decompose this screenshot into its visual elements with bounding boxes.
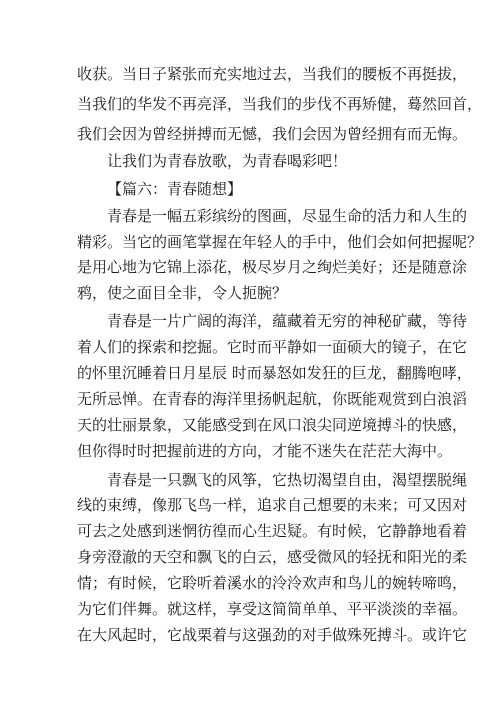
body-line: 身旁澄澈的天空和飘飞的白云，感受微风的轻抚和阳光的柔 bbox=[77, 548, 468, 566]
body-line: 青春是一幅五彩缤纷的图画，尽显生命的活力和人生的 bbox=[107, 207, 468, 225]
section-heading: 【篇六：青春随想】 bbox=[107, 180, 243, 198]
body-line: 线的束缚，像那飞鸟一样，追求自己想要的未来；可又因对 bbox=[77, 496, 468, 514]
body-line: 可去之处感到迷惘彷徨而心生迟疑。有时候，它静静地看着 bbox=[77, 522, 468, 540]
body-line: 青春是一片广阔的海洋，蕴藏着无穷的神秘矿藏，等待 bbox=[107, 312, 468, 330]
body-line: 让我们为青春放歌，为青春喝彩吧！ bbox=[107, 152, 348, 170]
body-line: 当我们的华发不再亮泽，当我们的步伐不再矫健，蓦然回首， bbox=[77, 95, 483, 113]
body-line: 为它们伴舞。就这样，享受这简简单单、平平淡淡的幸福。 bbox=[77, 600, 468, 618]
body-line: 着人们的探索和挖掘。它时而平静如一面硕大的镜子，在它 bbox=[77, 338, 468, 356]
body-line: 鸦，使之面目全非，令人扼腕？ bbox=[77, 284, 288, 302]
body-line: 精彩。当它的画笔掌握在年轻人的手中，他们会如何把握呢？ bbox=[77, 233, 483, 251]
body-line: 天的壮丽景象，又能感受到在风口浪尖同逆境搏斗的快感， bbox=[77, 416, 468, 434]
body-line: 青春是一只飘飞的风筝，它热切渴望自由，渴望摆脱绳 bbox=[107, 471, 468, 489]
body-line: 是用心地为它锦上添花，极尽岁月之绚烂美好；还是随意涂 bbox=[77, 258, 468, 276]
body-line: 我们会因为曾经拼搏而无憾，我们会因为曾经拥有而无悔。 bbox=[77, 125, 468, 143]
body-line: 的怀里沉睡着日月星辰 时而暴怒如发狂的巨龙，翻腾咆哮， bbox=[77, 364, 472, 382]
body-line: 但你得时时把握前进的方向，才能不迷失在茫茫大海中。 bbox=[77, 442, 453, 460]
body-line: 情；有时候，它聆听着溪水的泠泠欢声和鸟儿的婉转啼鸣， bbox=[77, 574, 468, 592]
body-line: 无所忌惮。在青春的海洋里扬帆起航，你既能观赏到白浪滔 bbox=[77, 390, 468, 408]
body-line: 在大风起时，它战栗着与这强劲的对手做殊死搏斗。或许它 bbox=[77, 626, 468, 644]
body-line: 收获。当日子紧张而充实地过去，当我们的腰板不再挺拔， bbox=[77, 65, 468, 83]
